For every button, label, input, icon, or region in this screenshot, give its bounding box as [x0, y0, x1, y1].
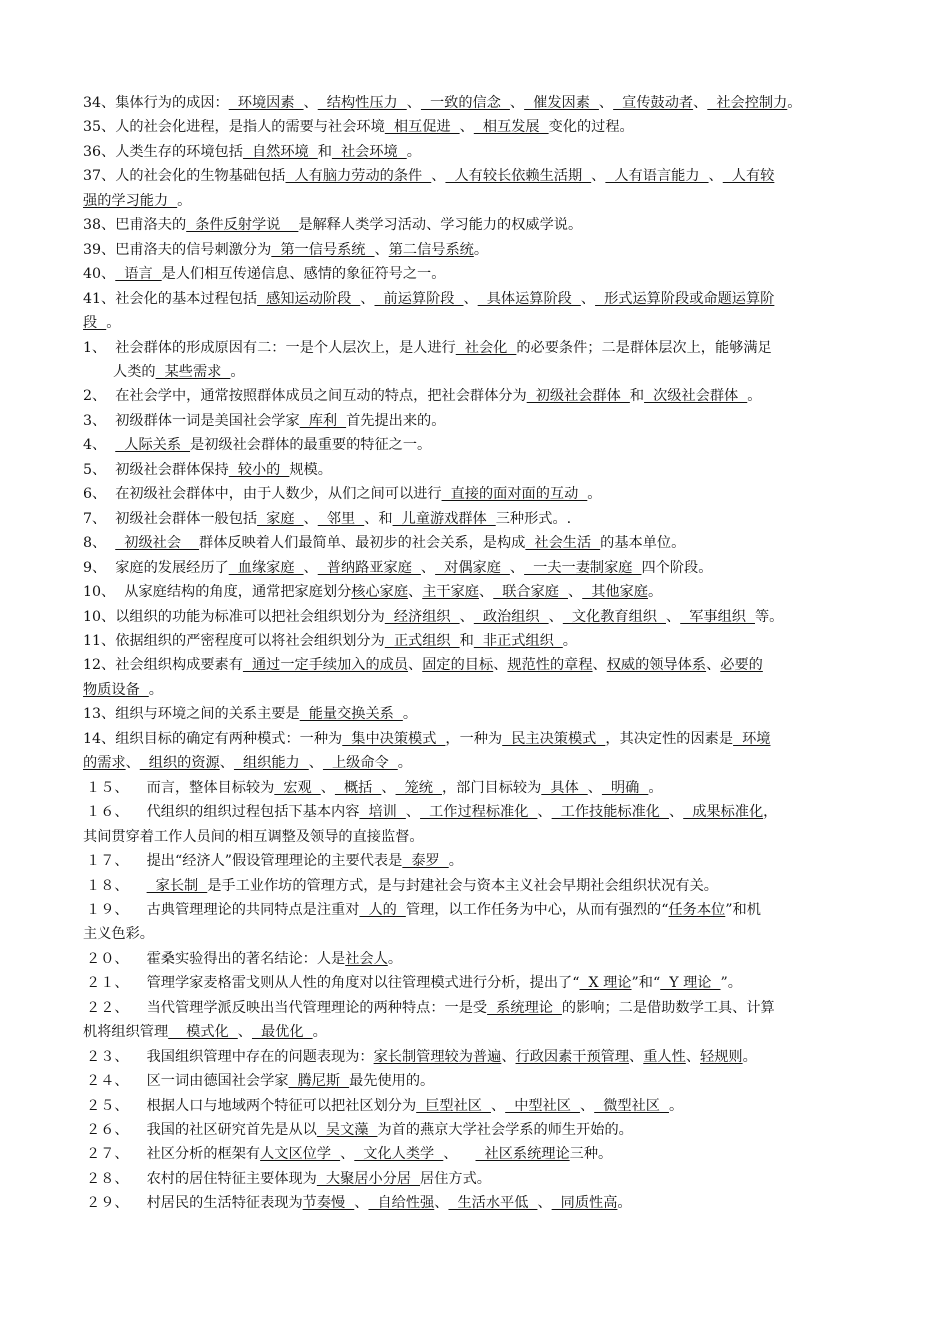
text-line: 35、人的社会化进程，是指人的需要与社会环境 相互促进 、 相互发展 变化的过程。: [83, 119, 634, 136]
text-line: 的需求、 组织的资源、 组织能力 、 上级命令 。: [83, 755, 412, 772]
text-line: ２２、 当代管理学派反映出当代管理理论的两种特点：一是受 系统理论 的影响；二是借助数学工具、计算: [86, 999, 775, 1016]
text-line: 39、巴甫洛夫的信号刺激分为 第一信号系统 、第二信号系统。: [83, 241, 489, 258]
text-line: 12、社会组织构成要素有 通过一定手续加入的成员、固定的目标、规范性的章程、权威的领导体系、必要的: [83, 657, 763, 674]
text-line: 37、人的社会化的生物基础包括 人有脑力劳动的条件 、 人有较长依赖生活期 、 人有语言能力 、 人有较: [83, 168, 775, 185]
text-line: ２６、 我国的社区研究首先是从以 吴文藻 为首的燕京大学社会学系的师生开始的。: [86, 1122, 633, 1139]
text-line: 41、社会化的基本过程包括 感知运动阶段 、 前运算阶段 、 具体运算阶段 、 形式运算阶段或命题运算阶: [83, 290, 775, 307]
text-line: ２５、 根据人口与地域两个特征可以把社区划分为 巨型社区 、 中型社区 、 微型社区 。: [86, 1097, 684, 1114]
text-line: 3、 初级群体一词是美国社会学家 库利 首先提出来的。: [83, 412, 446, 429]
text-line: 4、 人际关系 是初级社会群体的最重要的特征之一。: [83, 437, 432, 454]
text-line: 36、人类生存的环境包括 自然环境 和 社会环境 。: [83, 143, 421, 160]
text-line: 物质设备 。: [83, 681, 163, 698]
text-line: １７、 提出“经济人”假设管理理论的主要代表是 泰罗 。: [86, 853, 463, 870]
document-page: [83, 91, 888, 1216]
text-line: 主义色彩。: [83, 926, 154, 943]
text-line: 11、依据组织的严密程度可以将社会组织划分为 正式组织 和 非正式组织 。: [83, 632, 577, 649]
text-line: ２９、 村居民的生活特征表现为节奏慢 、 自给性强、 生活水平低 、 同质性高。: [86, 1195, 632, 1212]
text-line: 1、 社会群体的形成原因有二：一是个人层次上，是人进行 社会化 的必要条件；二是群体层次上，能够满足: [83, 339, 772, 356]
text-line: 9、 家庭的发展经历了 血缘家庭 、 普纳路亚家庭 、 对偶家庭 、 一夫一妻制家庭 四个阶段。: [83, 559, 713, 576]
text-line: 其间贯穿着工作人员间的相互调整及领导的直接监督。: [83, 828, 424, 845]
text-line: 10、 从家庭结构的角度，通常把家庭划分核心家庭、主干家庭、 联合家庭 、 其他家庭。: [83, 584, 663, 601]
text-line: 7、 初级社会群体一般包括 家庭 、 邻里 、和 儿童游戏群体 三种形式。.: [83, 510, 572, 527]
text-line: １６、 代组织的组织过程包括下基本内容 培训 、 工作过程标准化 、 工作技能标准化 、 成果标准化，: [86, 804, 778, 821]
text-line: 强的学习能力 。: [83, 192, 192, 209]
text-line: １５、 而言，整体目标较为 宏观 、 概括 、 笼统 ，部门目标较为 具体 、 明确 。: [86, 779, 663, 796]
text-line: 2、 在社会学中，通常按照群体成员之间互动的特点，把社会群体分为 初级社会群体 和 次级社会群体 。: [83, 388, 762, 405]
text-line: 段 。: [83, 315, 121, 332]
text-line: ２１、 管理学家麦格雷戈则从人性的角度对以往管理模式进行分析，提出了“ X 理论”和“ Y 理论 ”。: [86, 975, 742, 992]
text-line: ２３、 我国组织管理中存在的问题表现为：家长制管理较为普遍、行政因素干预管理、重人性、轻规则。: [86, 1048, 757, 1065]
text-line: ２８、 农村的居住特征主要体现为 大聚居小分居 居住方式。: [86, 1170, 491, 1187]
text-line: １８、 家长制 是手工业作坊的管理方式，是与封建社会与资本主义社会早期社会组织状况有关。: [86, 877, 718, 894]
text-line: 人类的 某些需求 。: [113, 363, 245, 380]
text-line: １９、 古典管理理论的共同特点是注重对 人的 管理，以工作任务为中心，从而有强烈的“任务本位”和机: [86, 901, 761, 918]
text-line: 34、集体行为的成因： 环境因素 、 结构性压力 、 一致的信念 、 催发因素 、 宣传鼓动者、 社会控制力。: [83, 95, 802, 111]
text-line: 10、以组织的功能为标准可以把社会组织划分为 经济组织 、 政治组织 、 文化教育组织 、 军事组织 等。: [83, 608, 784, 625]
text-line: 13、组织与环境之间的关系主要是 能量交换关系 。: [83, 706, 418, 723]
text-line: ２０、 霍桑实验得出的著名结论：人是社会人。: [86, 950, 403, 967]
text-line: 40、 语言 是人们相互传递信息、感情的象征符号之一。: [83, 266, 446, 283]
text-line: 机将组织管理 模式化 、 最优化 。: [83, 1024, 327, 1041]
text-line: 5、 初级社会群体保持 较小的 规模。: [83, 461, 332, 478]
text-line: ２７、 社区分析的框架有人文区位学 、 文化人类学 、 社区系统理论三种。: [86, 1146, 613, 1163]
text-line: ２４、 区一词由德国社会学家 腾尼斯 最先使用的。: [86, 1073, 435, 1090]
text-line: 8、 初级社会 群体反映着人们最简单、最初步的社会关系，是构成 社会生活 的基本单位。: [83, 535, 686, 552]
text-line: 6、 在初级社会群体中，由于人数少，从们之间可以进行 直接的面对面的互动 。: [83, 486, 602, 503]
text-line: 38、巴甫洛夫的 条件反射学说 是解释人类学习活动、学习能力的权威学说。: [83, 217, 583, 234]
text-line: 14、组织目标的确定有两种模式：一种为 集中决策模式 ，一种为 民主决策模式 ，其决定性的因素是 环境: [83, 730, 771, 747]
